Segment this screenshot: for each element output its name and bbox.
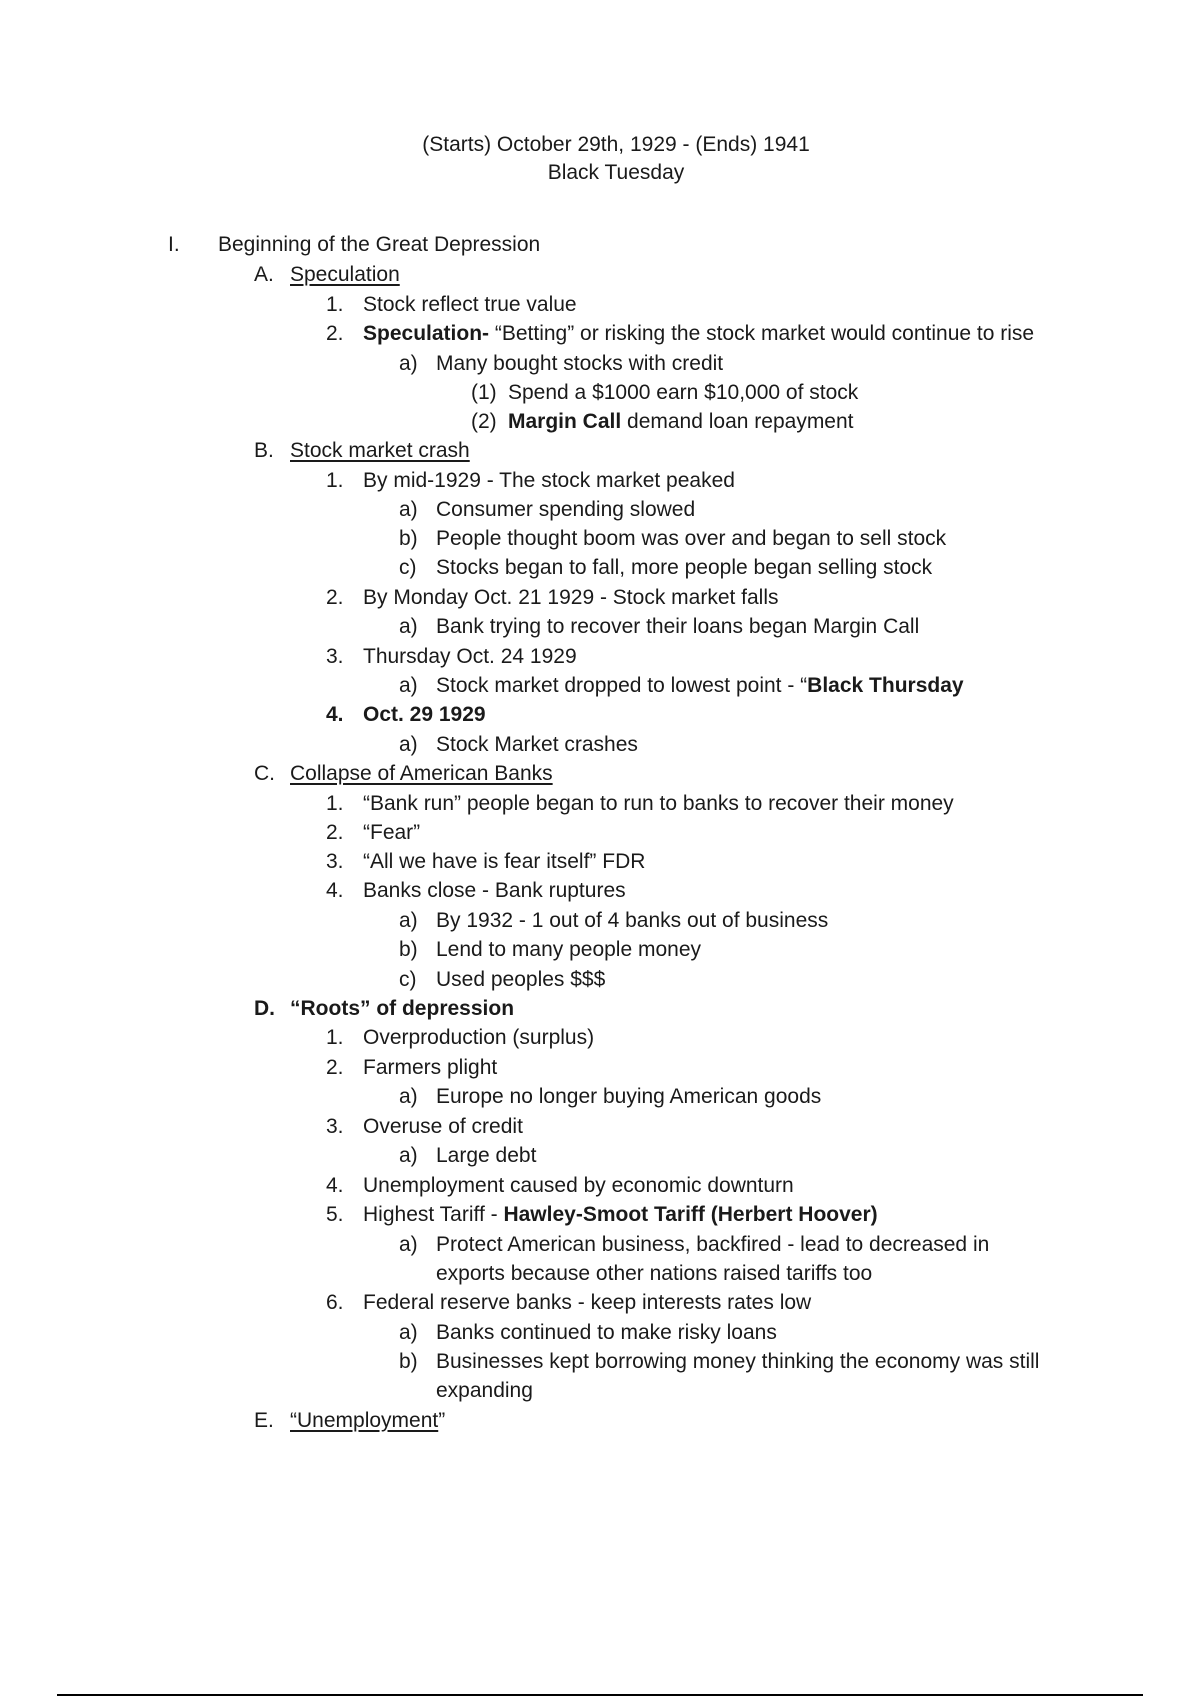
item-text: Consumer spending slowed bbox=[436, 498, 696, 521]
item-marker: I. bbox=[168, 233, 180, 256]
item-marker: 6. bbox=[326, 1291, 344, 1314]
item-marker: E. bbox=[254, 1409, 274, 1432]
quote-close: ” bbox=[438, 1409, 446, 1432]
quote-open: “ bbox=[290, 1409, 297, 1432]
item-marker: c) bbox=[399, 556, 417, 579]
item-marker: 1. bbox=[326, 293, 344, 316]
page-bottom-rule bbox=[57, 1694, 1143, 1696]
item-marker: 4. bbox=[326, 879, 344, 902]
item-text: Stocks began to fall, more people began selling stock bbox=[436, 556, 933, 579]
date-range-heading: (Starts) October 29th, 1929 - (Ends) 1941 bbox=[422, 133, 810, 156]
term-bold: Black Thursday bbox=[807, 674, 964, 697]
item-marker: 5. bbox=[326, 1203, 344, 1226]
item-text: “All we have is fear itself” FDR bbox=[363, 850, 646, 873]
item-text: Businesses kept borrowing money thinking the economy was still bbox=[436, 1350, 1040, 1373]
item-text: Stock reflect true value bbox=[363, 293, 577, 316]
item-text: demand loan repayment bbox=[621, 410, 854, 433]
item-text: Many bought stocks with credit bbox=[436, 352, 724, 375]
item-marker: 2. bbox=[326, 1056, 344, 1079]
item-marker: 1. bbox=[326, 1026, 344, 1049]
item-marker: 1. bbox=[326, 469, 344, 492]
section-title: Beginning of the Great Depression bbox=[218, 233, 541, 256]
term-bold: Margin Call bbox=[508, 410, 622, 433]
item-text: Used peoples $$$ bbox=[436, 968, 606, 991]
item-text: Bank trying to recover their loans began Margin Call bbox=[436, 615, 920, 638]
item-marker: D. bbox=[254, 997, 275, 1020]
item-text: By 1932 - 1 out of 4 banks out of business bbox=[436, 909, 829, 932]
item-text: Federal reserve banks - keep interests rates low bbox=[363, 1291, 812, 1314]
term-bold: Hawley-Smoot Tariff (Herbert Hoover) bbox=[503, 1203, 878, 1226]
item-marker: 3. bbox=[326, 645, 344, 668]
item-marker: a) bbox=[399, 1144, 418, 1167]
item-marker: a) bbox=[399, 498, 418, 521]
item-marker: a) bbox=[399, 352, 418, 375]
item-text: “Bank run” people began to run to banks to recover their money bbox=[363, 792, 954, 815]
item-text: “Betting” or risking the stock market would continue to rise bbox=[489, 322, 1035, 345]
item-marker: 4. bbox=[326, 703, 344, 726]
item-text: Large debt bbox=[436, 1144, 537, 1167]
item-marker: b) bbox=[399, 1350, 418, 1373]
item-text: Lend to many people money bbox=[436, 938, 702, 961]
item-text: Europe no longer buying American goods bbox=[436, 1085, 822, 1108]
item-marker: B. bbox=[254, 439, 274, 462]
item-text: By mid-1929 - The stock market peaked bbox=[363, 469, 735, 492]
item-text: Overproduction (surplus) bbox=[363, 1026, 595, 1049]
item-text: “Fear” bbox=[363, 821, 421, 844]
item-text: By Monday Oct. 21 1929 - Stock market falls bbox=[363, 586, 779, 609]
term-bold: Speculation- bbox=[363, 322, 490, 345]
item-marker: b) bbox=[399, 527, 418, 550]
item-text: Stock market dropped to lowest point - “ bbox=[436, 674, 808, 697]
item-text: Unemployment caused by economic downturn bbox=[363, 1174, 794, 1197]
black-tuesday-subtitle: Black Tuesday bbox=[547, 161, 685, 184]
item-text: Overuse of credit bbox=[363, 1115, 523, 1138]
item-marker: C. bbox=[254, 762, 275, 785]
item-marker: a) bbox=[399, 1233, 418, 1256]
item-text: Highest Tariff - bbox=[363, 1203, 504, 1226]
subsection-title: “Roots” of depression bbox=[290, 997, 515, 1020]
item-marker: 2. bbox=[326, 586, 344, 609]
subsection-title: Speculation bbox=[290, 263, 400, 286]
item-marker: 1. bbox=[326, 792, 344, 815]
term-bold: Oct. 29 1929 bbox=[363, 703, 486, 726]
item-marker: b) bbox=[399, 938, 418, 961]
item-text: expanding bbox=[436, 1379, 533, 1402]
item-text: exports because other nations raised tariffs too bbox=[436, 1262, 873, 1285]
subsection-title: Collapse of American Banks bbox=[290, 762, 553, 785]
item-marker: a) bbox=[399, 733, 418, 756]
item-marker: (2) bbox=[471, 410, 497, 433]
subsection-title: Unemployment bbox=[297, 1409, 439, 1432]
item-marker: 2. bbox=[326, 322, 344, 345]
item-marker: a) bbox=[399, 1321, 418, 1344]
item-marker: a) bbox=[399, 674, 418, 697]
item-marker: c) bbox=[399, 968, 417, 991]
item-text: Banks continued to make risky loans bbox=[436, 1321, 777, 1344]
subsection-title: Stock market crash bbox=[290, 439, 470, 462]
item-marker: 3. bbox=[326, 850, 344, 873]
item-text: Protect American business, backfired - lead to decreased in bbox=[436, 1233, 990, 1256]
item-marker: 3. bbox=[326, 1115, 344, 1138]
item-marker: a) bbox=[399, 1085, 418, 1108]
item-text: People thought boom was over and began to sell stock bbox=[436, 527, 947, 550]
item-text: Farmers plight bbox=[363, 1056, 498, 1079]
item-text: Spend a $1000 earn $10,000 of stock bbox=[508, 381, 859, 404]
item-marker: a) bbox=[399, 615, 418, 638]
item-marker: (1) bbox=[471, 381, 497, 404]
item-text: Thursday Oct. 24 1929 bbox=[363, 645, 577, 668]
item-marker: a) bbox=[399, 909, 418, 932]
item-text: Stock Market crashes bbox=[436, 733, 638, 756]
item-marker: 2. bbox=[326, 821, 344, 844]
item-text: Banks close - Bank ruptures bbox=[363, 879, 626, 902]
item-marker: A. bbox=[254, 263, 274, 286]
item-marker: 4. bbox=[326, 1174, 344, 1197]
